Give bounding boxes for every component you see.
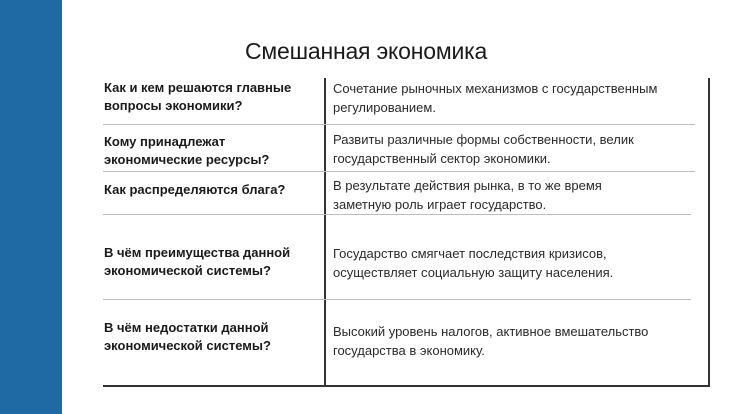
- row-divider: [103, 299, 691, 300]
- table-row-answer: Развиты различные формы собственности, велик государственный сектор экономики.: [333, 132, 634, 166]
- left-accent-bar: [0, 0, 62, 414]
- table-row-question: Как и кем решаются главные вопросы экономики?: [104, 80, 292, 113]
- table-row-answer: Государство смягчает последствия кризисов, осуществляет социальную защиту населения.: [333, 246, 614, 280]
- table-row-question: В чём преимущества данной экономической системы?: [104, 245, 291, 278]
- table-row-question: В чём недостатки данной экономической системы?: [104, 320, 271, 353]
- table-row-answer: В результате действия рынка, в то же время заметную роль играет государство.: [333, 178, 602, 212]
- slide-title: Смешанная экономика: [245, 38, 488, 64]
- row-divider: [103, 214, 691, 215]
- table-row-question: Как распределяются блага?: [104, 182, 286, 197]
- row-divider: [103, 171, 695, 172]
- table-bottom-border: [103, 385, 710, 387]
- table-row-answer: Сочетание рыночных механизмов с государственным регулированием.: [333, 81, 658, 115]
- table-right-border: [708, 78, 710, 386]
- table-row-question: Кому принадлежат экономические ресурсы?: [104, 134, 270, 167]
- row-divider: [103, 124, 695, 125]
- table-row-answer: Высокий уровень налогов, активное вмешательство государства в экономику.: [333, 324, 649, 358]
